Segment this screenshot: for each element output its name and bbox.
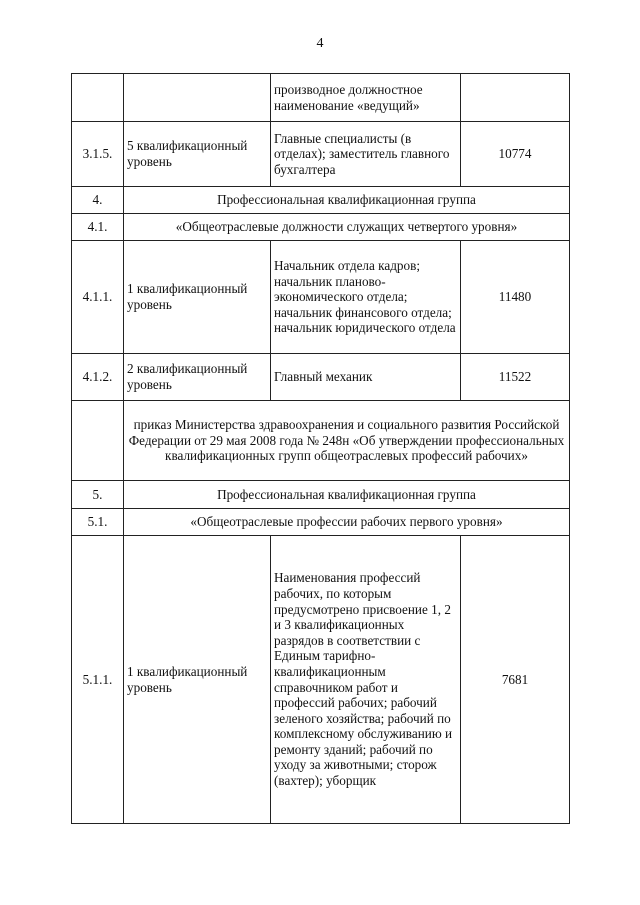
row-number: 5.1.: [72, 509, 124, 536]
qualification-level: 2 квалификационный уровень: [124, 354, 271, 401]
salary-value: [461, 74, 570, 122]
position-names: Наименования профессий рабочих, по которым предусмотрено присвоение 1, 2 и 3 квалификационных разрядов в соответствии с Единым тарифно-квалификационным справочником работ и профессий рабочих; рабочий зеленого хозяйства; рабочий по комплексному обслуживанию и ремонту зданий; рабочий по уходу за животными; сторож (вахтер); уборщик: [271, 536, 461, 824]
table-row: [72, 187, 570, 214]
qualification-level: 1 квалификационный уровень: [124, 536, 271, 824]
row-number: 4.: [72, 187, 124, 214]
row-number: [72, 401, 124, 481]
group-heading: Профессиональная квалификационная группа: [124, 481, 570, 509]
table-row: [72, 401, 570, 481]
qualification-level: 5 квалификационный уровень: [124, 122, 271, 187]
position-names: Главный механик: [271, 354, 461, 401]
salary-value: 11480: [461, 241, 570, 354]
table-row: [72, 241, 570, 354]
qualification-level: 1 квалификационный уровень: [124, 241, 271, 354]
position-names: Главные специалисты (в отделах); заместитель главного бухгалтера: [271, 122, 461, 187]
row-number: 4.1.2.: [72, 354, 124, 401]
row-number: 5.: [72, 481, 124, 509]
qualification-level: [124, 74, 271, 122]
table-row: [72, 354, 570, 401]
table-row: [72, 536, 570, 824]
salary-value: 10774: [461, 122, 570, 187]
group-heading: «Общеотраслевые профессии рабочих первого уровня»: [124, 509, 570, 536]
table-row: [72, 122, 570, 187]
row-number: 4.1.: [72, 214, 124, 241]
salary-table: [71, 73, 570, 824]
group-heading: Профессиональная квалификационная группа: [124, 187, 570, 214]
table-row: [72, 74, 570, 122]
order-reference: приказ Министерства здравоохранения и социального развития Российской Федерации от 29 мая 2008 года № 248н «Об утверждении профессиональных квалификационных групп общеотраслевых профессий рабочих»: [124, 401, 570, 481]
table-row: [72, 481, 570, 509]
group-heading: «Общеотраслевые должности служащих четвертого уровня»: [124, 214, 570, 241]
page-number: 4: [316, 36, 324, 51]
row-number: 4.1.1.: [72, 241, 124, 354]
table-row: [72, 214, 570, 241]
position-names: производное должностное наименование «ведущий»: [271, 74, 461, 122]
salary-value: 7681: [461, 536, 570, 824]
row-number: 3.1.5.: [72, 122, 124, 187]
position-names: Начальник отдела кадров; начальник планово-экономического отдела; начальник финансового отдела; начальник юридического отдела: [271, 241, 461, 354]
row-number: [72, 74, 124, 122]
salary-value: 11522: [461, 354, 570, 401]
row-number: 5.1.1.: [72, 536, 124, 824]
table-row: [72, 509, 570, 536]
